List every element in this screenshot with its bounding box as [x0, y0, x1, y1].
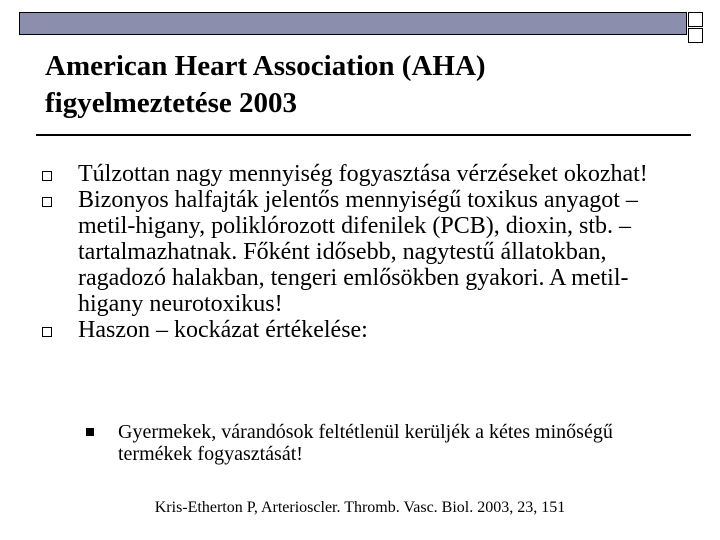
citation: Kris-Etherton P, Arterioscler. Thromb. Vasc. Biol. 2003, 23, 151: [154, 499, 566, 516]
bullet-item: [40, 161, 660, 187]
sub-bullet-item: [85, 421, 665, 465]
bullet-text: Túlzottan nagy mennyiség fogyasztása vérzéseket okozhat!: [78, 161, 648, 187]
header-bar: [19, 12, 687, 35]
bullet-item: [40, 187, 660, 317]
hollow-square-bullet-icon: [42, 327, 52, 337]
title-line-2: figyelmeztetése 2003: [45, 87, 298, 119]
hollow-square-bullet-icon: [42, 171, 52, 181]
sub-bullet-text: Gyermekek, várandósok feltétlenül kerüljék a kétes minőségű termékek fogyasztását!: [118, 421, 613, 465]
hollow-square-bullet-icon: [42, 197, 52, 207]
bullet-text: Bizonyos halfajták jelentős mennyiségű toxikus anyagot – metil-higany, poliklórozott difenilek (PCB), dioxin, stb. – tartalmazhatnak. Főként idősebb, nagytestű állatokban, ragadozó halakban, tengeri emlősökben gyakori. A metil-higany neurotoxikus!: [78, 187, 638, 317]
corner-decoration-top: [688, 12, 703, 27]
bullet-text: Haszon – kockázat értékelése:: [78, 317, 368, 343]
slide-title: [45, 48, 695, 122]
corner-decoration-bottom: [688, 28, 703, 43]
bullet-item: [40, 317, 660, 343]
filled-square-bullet-icon: [86, 428, 94, 436]
sub-bullet-list: [85, 421, 665, 465]
bullet-list: [40, 161, 660, 343]
title-line-1: American Heart Association (AHA): [45, 50, 486, 82]
title-divider: [36, 134, 691, 136]
